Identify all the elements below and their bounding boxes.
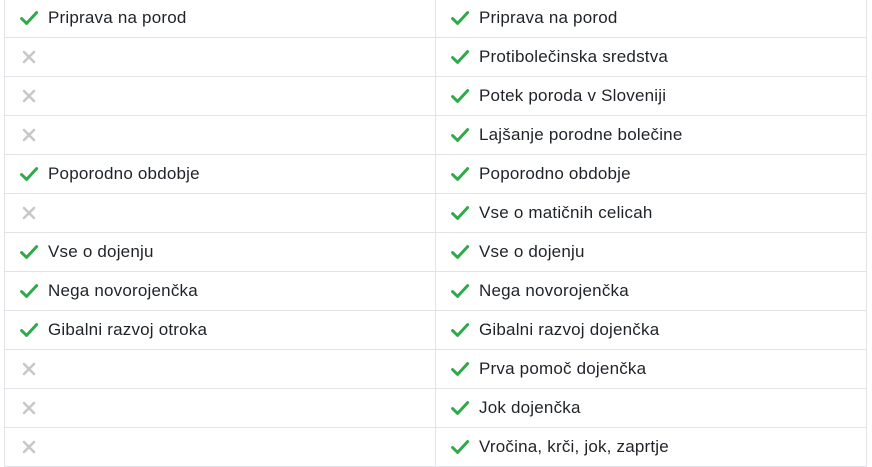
table-row xyxy=(5,311,867,350)
table-cell-left xyxy=(5,428,436,467)
feature-label: Priprava na porod xyxy=(479,8,618,27)
feature-label: Vročina, krči, jok, zaprtje xyxy=(479,437,669,456)
feature-comparison-table xyxy=(4,0,867,467)
table-cell-right xyxy=(436,233,867,272)
cross-icon xyxy=(19,203,39,223)
feature-label: Potek poroda v Sloveniji xyxy=(479,86,667,105)
table-row xyxy=(5,194,867,233)
feature-label: Gibalni razvoj otroka xyxy=(48,320,208,339)
table-cell-left xyxy=(5,155,436,194)
table-row xyxy=(5,428,867,467)
cross-icon xyxy=(19,125,39,145)
check-icon xyxy=(450,164,470,184)
feature-label: Priprava na porod xyxy=(48,8,187,27)
feature-label: Vse o matičnih celicah xyxy=(479,203,653,222)
cross-icon xyxy=(19,86,39,106)
check-icon xyxy=(450,8,470,28)
check-icon xyxy=(19,242,39,262)
table-cell-right xyxy=(436,350,867,389)
table-cell-left xyxy=(5,350,436,389)
feature-label: Vse o dojenju xyxy=(479,242,585,261)
table-cell-left xyxy=(5,194,436,233)
table-cell-right xyxy=(436,194,867,233)
table-row xyxy=(5,272,867,311)
feature-label: Vse o dojenju xyxy=(48,242,154,261)
check-icon xyxy=(450,203,470,223)
table-cell-right xyxy=(436,272,867,311)
table-cell-right xyxy=(436,428,867,467)
check-icon xyxy=(450,47,470,67)
feature-label: Nega novorojenčka xyxy=(48,281,198,300)
table-cell-left xyxy=(5,389,436,428)
table-row xyxy=(5,233,867,272)
check-icon xyxy=(450,359,470,379)
table-row xyxy=(5,38,867,77)
table-cell-left xyxy=(5,38,436,77)
check-icon xyxy=(450,86,470,106)
feature-label: Jok dojenčka xyxy=(479,398,581,417)
table-row xyxy=(5,116,867,155)
table-cell-left xyxy=(5,116,436,155)
check-icon xyxy=(450,398,470,418)
table-row xyxy=(5,155,867,194)
cross-icon xyxy=(19,359,39,379)
check-icon xyxy=(450,281,470,301)
feature-label: Nega novorojenčka xyxy=(479,281,629,300)
feature-label: Poporodno obdobje xyxy=(479,164,631,183)
table-row xyxy=(5,350,867,389)
check-icon xyxy=(19,281,39,301)
table-row xyxy=(5,389,867,428)
table-row xyxy=(5,77,867,116)
feature-label: Lajšanje porodne bolečine xyxy=(479,125,683,144)
feature-label: Protibolečinska sredstva xyxy=(479,47,669,66)
table-cell-right xyxy=(436,311,867,350)
cross-icon xyxy=(19,398,39,418)
table-cell-left xyxy=(5,311,436,350)
check-icon xyxy=(19,8,39,28)
cross-icon xyxy=(19,437,39,457)
table-cell-left xyxy=(5,272,436,311)
check-icon xyxy=(19,320,39,340)
feature-label: Prva pomoč dojenčka xyxy=(479,359,647,378)
table-cell-left xyxy=(5,0,436,38)
table-cell-left xyxy=(5,233,436,272)
table-cell-left xyxy=(5,77,436,116)
check-icon xyxy=(450,125,470,145)
table-row xyxy=(5,0,867,38)
check-icon xyxy=(19,164,39,184)
table-cell-right xyxy=(436,116,867,155)
cross-icon xyxy=(19,47,39,67)
feature-label: Poporodno obdobje xyxy=(48,164,200,183)
feature-label: Gibalni razvoj dojenčka xyxy=(479,320,660,339)
comparison-table-body xyxy=(5,0,867,467)
check-icon xyxy=(450,437,470,457)
table-cell-right xyxy=(436,0,867,38)
check-icon xyxy=(450,320,470,340)
table-cell-right xyxy=(436,77,867,116)
check-icon xyxy=(450,242,470,262)
table-cell-right xyxy=(436,38,867,77)
table-cell-right xyxy=(436,155,867,194)
table-cell-right xyxy=(436,389,867,428)
